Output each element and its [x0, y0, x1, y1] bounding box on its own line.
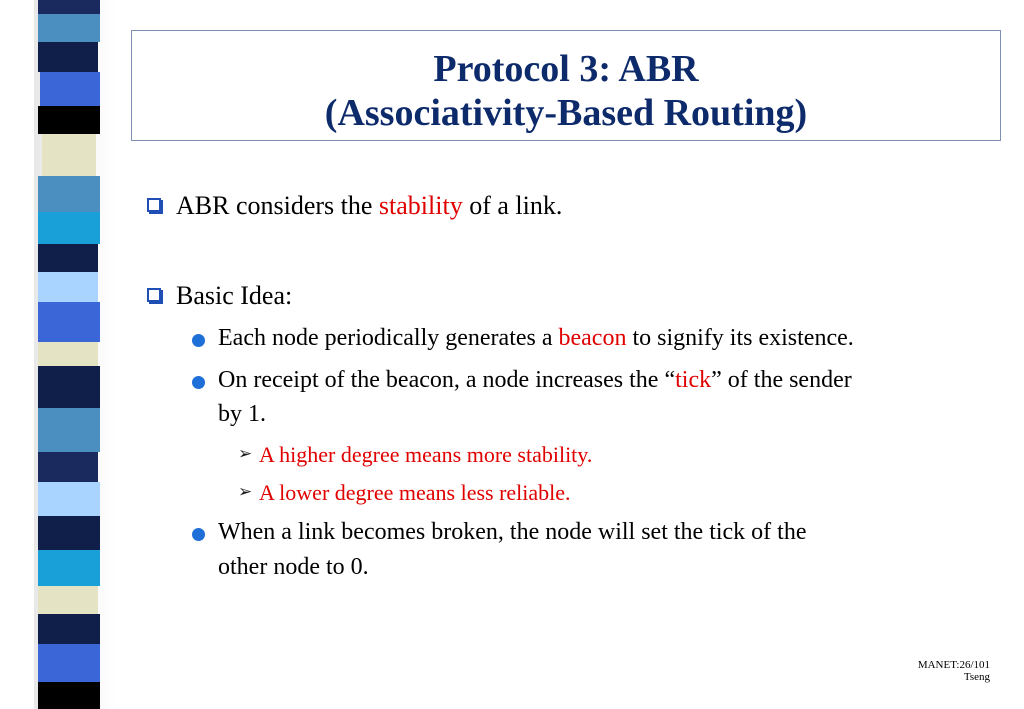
sub-bullet-beacon — [218, 325, 854, 352]
bullet-stability — [176, 191, 562, 221]
square-bullet-icon — [147, 288, 161, 302]
sub-bullet-broken-link-continued: other node to 0. — [218, 554, 369, 580]
title-line-1: Protocol 3: ABR — [433, 48, 699, 90]
arrow-bullet-icon: ➢ — [238, 444, 253, 464]
slide-footer — [918, 659, 990, 683]
sub-bullet-tick — [218, 367, 852, 394]
square-bullet-icon — [147, 198, 161, 212]
dot-bullet-icon — [192, 528, 205, 541]
bullet-text: of a link. — [462, 191, 563, 220]
sub-bullet-tick-continued: by 1. — [218, 401, 266, 427]
arrow-bullet-icon: ➢ — [238, 482, 253, 502]
highlight-beacon: beacon — [558, 325, 627, 351]
sub-bullet-broken-link: When a link becomes broken, the node will set the tick of the — [218, 519, 807, 545]
bullet-text: ” of the sender — [711, 367, 852, 393]
highlight-stability: stability — [378, 191, 463, 220]
bullet-text: Each node periodically generates a — [218, 325, 559, 351]
highlight-tick: tick — [675, 367, 712, 393]
bullet-text: ABR considers the — [176, 191, 379, 220]
point-higher-degree: A higher degree means more stability. — [259, 442, 593, 467]
bullet-basic-idea: Basic Idea: — [176, 281, 293, 310]
slide-number: MANET:26/101 — [917, 659, 990, 671]
bullet-text: On receipt of the beacon, a node increases the “ — [218, 367, 676, 393]
dot-bullet-icon — [192, 376, 205, 389]
dot-bullet-icon — [192, 334, 205, 347]
bullet-text: to signify its existence. — [626, 325, 854, 351]
author-name: Tseng — [963, 671, 990, 683]
point-lower-degree: A lower degree means less reliable. — [259, 480, 571, 505]
title-line-2: (Associativity-Based Routing) — [324, 92, 808, 134]
